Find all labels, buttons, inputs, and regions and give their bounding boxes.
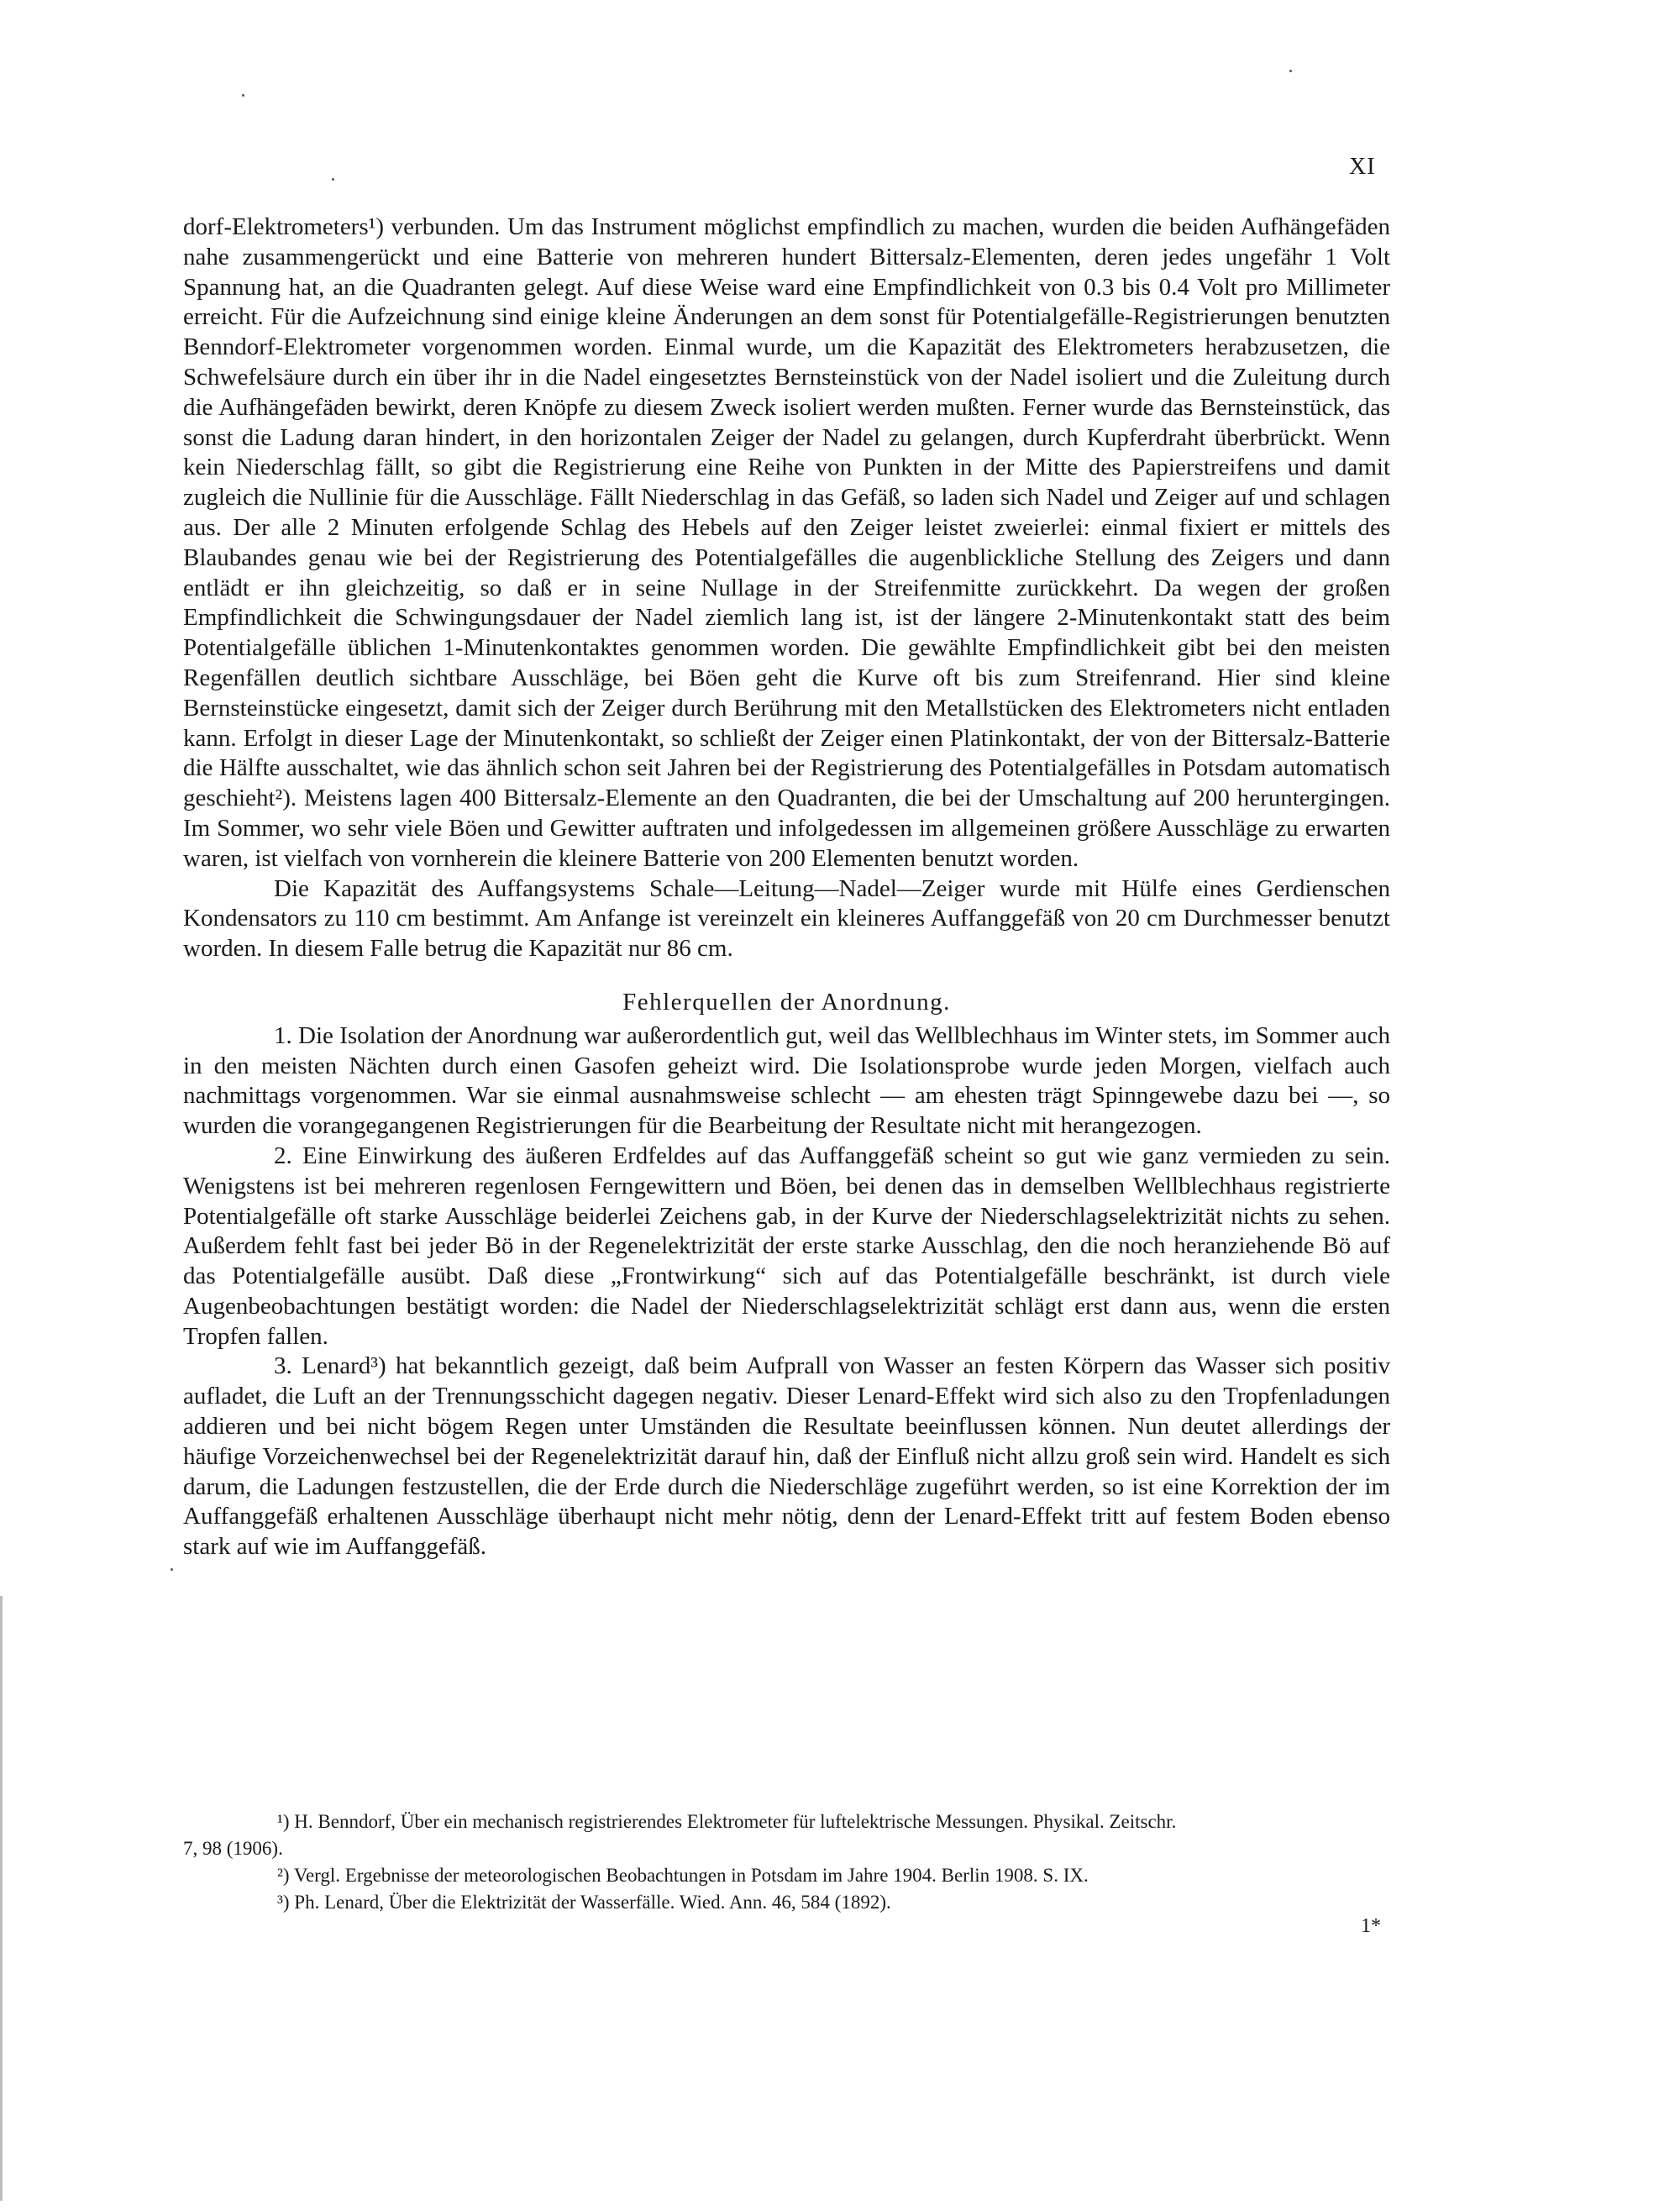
- paragraph: dorf-Elektrometers¹) verbunden. Um das Instrument möglichst empfindlich zu machen, wurden die beiden Aufhängefäden nahe zusammengerückt und eine Batterie von mehreren hundert Bittersalz-Elementen, deren jedes ungefähr 1 Volt Spannung hat, an die Quadranten gelegt. Auf diese Weise ward eine Empfindlichkeit von 0.3 bis 0.4 Volt pro Millimeter erreicht. Für die Aufzeichnung sind einige kleine Änderungen an dem sonst für Potentialgefälle-Registrierungen benutzten Benndorf-Elektrometer vorgenommen worden. Einmal wurde, um die Kapazität des Elektrometers herabzusetzen, die Schwefelsäure durch ein über ihr in die Nadel eingesetztes Bernsteinstück von der Nadel isoliert und die Zuleitung durch die Aufhängefäden bewirkt, deren Knöpfe zu diesem Zweck isoliert werden mußten. Ferner wurde das Bernsteinstück, das sonst die Ladung daran hindert, in den horizontalen Zeiger der Nadel zu gelangen, durch Kupferdraht überbrückt. Wenn kein Niederschlag fällt, so gibt die Registrierung eine Reihe von Punkten in der Mitte des Papierstreifens und damit zugleich die Nullinie für die Ausschläge. Fällt Niederschlag in das Gefäß, so laden sich Nadel und Zeiger auf und schlagen aus. Der alle 2 Minuten erfolgende Schlag des Hebels auf den Zeiger leistet zweierlei: einmal fixiert er mittels des Blaubandes genau wie bei der Registrierung des Potentialgefälles die augenblickliche Stellung des Zeigers und dann entlädt er ihn gleichzeitig, so daß er in seine Nullage in der Streifenmitte zurückkehrt. Da wegen der großen Empfindlichkeit die Schwingungsdauer der Nadel ziemlich lang ist, ist der längere 2-Minutenkontakt statt des beim Potentialgefälle üblichen 1-Minutenkontaktes genommen worden. Die gewählte Empfindlichkeit gibt bei den meisten Regenfällen deutlich sichtbare Ausschläge, bei Böen geht die Kurve oft bis zum Streifenrand. Hier sind kleine Bernsteinstücke eingesetzt, damit sich der Zeiger durch Berührung mit den Metallstücken des Elektrometers nicht entladen kann. Erfolgt in dieser Lage der Minutenkontakt, so schließt der Zeiger einen Platinkontakt, der von der Bittersalz-Batterie die Hälfte ausschaltet, wie das ähnlich schon seit Jahren bei der Registrierung des Potentialgefälles in Potsdam automatisch geschieht²). Meistens lagen 400 Bittersalz-Elemente an den Quadranten, die bei der Umschaltung auf 200 heruntergingen. Im Sommer, wo sehr viele Böen und Gewitter auftraten und infolgedessen im allgemeinen größere Ausschläge zu erwarten waren, ist vielfach von vornherein die kleinere Batterie von 200 Elementen benutzt worden.: [183, 213, 1390, 872]
- section-heading: Fehlerquellen der Anordnung.: [622, 988, 951, 1016]
- list-item: 3. Lenard³) hat bekanntlich gezeigt, daß beim Aufprall von Wasser an festen Körpern das Wasser sich positiv aufladet, die Luft an der Trennungsschicht dagegen negativ. Dieser Lenard-Effekt wird sich also zu den Tropfenladungen addieren und bei nicht bögem Regen unter Umständen die Resultate beeinflussen können. Nun deutet allerdings der häufige Vorzeichenwechsel bei der Regenelektrizität darauf hin, daß der Einfluß nicht allzu groß sein wird. Handelt es sich darum, die Ladungen festzustellen, die der Erde durch die Niederschläge zugeführt werden, so ist eine Korrektion der im Auffanggefäß erhaltenen Ausschläge überhaupt nicht mehr nötig, denn der Lenard-Effekt tritt auf festem Boden ebenso stark auf wie im Auffanggefäß.: [183, 1352, 1390, 1561]
- scan-speck: [171, 1568, 173, 1571]
- footnote-1-continuation: 7, 98 (1906).: [183, 1838, 283, 1859]
- footnotes: [183, 1808, 1390, 1916]
- scan-speck: [242, 94, 244, 97]
- footnote-2: ²) Vergl. Ergebnisse der meteorologischen Beobachtungen in Potsdam im Jahre 1904. Berlin 1908. S. IX.: [277, 1865, 1089, 1886]
- list-item: 2. Eine Einwirkung des äußeren Erdfeldes auf das Auffanggefäß scheint so gut wie ganz vermieden zu sein. Wenigstens ist bei mehreren regenlosen Ferngewittern und Böen, bei denen das in demselben Wellblechhaus registrierte Potentialgefälle oft starke Ausschläge beiderlei Zeichens gab, in der Kurve der Niederschlagselektrizität nichts zu sehen. Außerdem fehlt fast bei jeder Bö in der Regenelektrizität der erste starke Ausschlag, den die noch heranziehende Bö auf das Potentialgefälle ausübt. Daß diese „Frontwirkung“ sich auf das Potentialgefälle beschränkt, ist durch viele Augenbeobachtungen bestätigt worden: die Nadel der Niederschlagselektrizität schlägt erst dann aus, wenn die ersten Tropfen fallen.: [183, 1142, 1390, 1350]
- body-text: [183, 213, 1390, 1562]
- paragraph: Die Kapazität des Auffangsystems Schale—Leitung—Nadel—Zeiger wurde mit Hülfe eines Gerdienschen Kondensators zu 110 cm bestimmt. Am Anfange ist vereinzelt ein kleineres Auffanggefäß von 20 cm Durchmesser benutzt worden. In diesem Falle betrug die Kapazität nur 86 cm.: [183, 874, 1390, 963]
- scan-edge-shadow: [0, 1596, 3, 2201]
- scan-speck: [1289, 70, 1292, 72]
- signature-mark: 1*: [1361, 1915, 1381, 1937]
- list-item: 1. Die Isolation der Anordnung war außerordentlich gut, weil das Wellblechhaus im Winter stets, im Sommer auch in den meisten Nächten durch einen Gasofen geheizt wird. Die Isolationsprobe wurde jeden Morgen, vielfach auch nachmittags vorgenommen. War sie einmal ausnahmsweise schlecht — am ehesten trägt Spinngewebe dazu bei —, so wurden die vorangegangenen Registrierungen für die Bearbeitung der Resultate nicht mit herangezogen.: [183, 1021, 1390, 1140]
- footnote-3: ³) Ph. Lenard, Über die Elektrizität der Wasserfälle. Wied. Ann. 46, 584 (1892).: [277, 1892, 891, 1913]
- footnote-1: ¹) H. Benndorf, Über ein mechanisch registrierendes Elektrometer für luftelektrische Messungen. Physikal. Zeitschr.: [277, 1811, 1177, 1832]
- page-number: XI: [1349, 154, 1376, 180]
- scan-speck: [332, 178, 334, 181]
